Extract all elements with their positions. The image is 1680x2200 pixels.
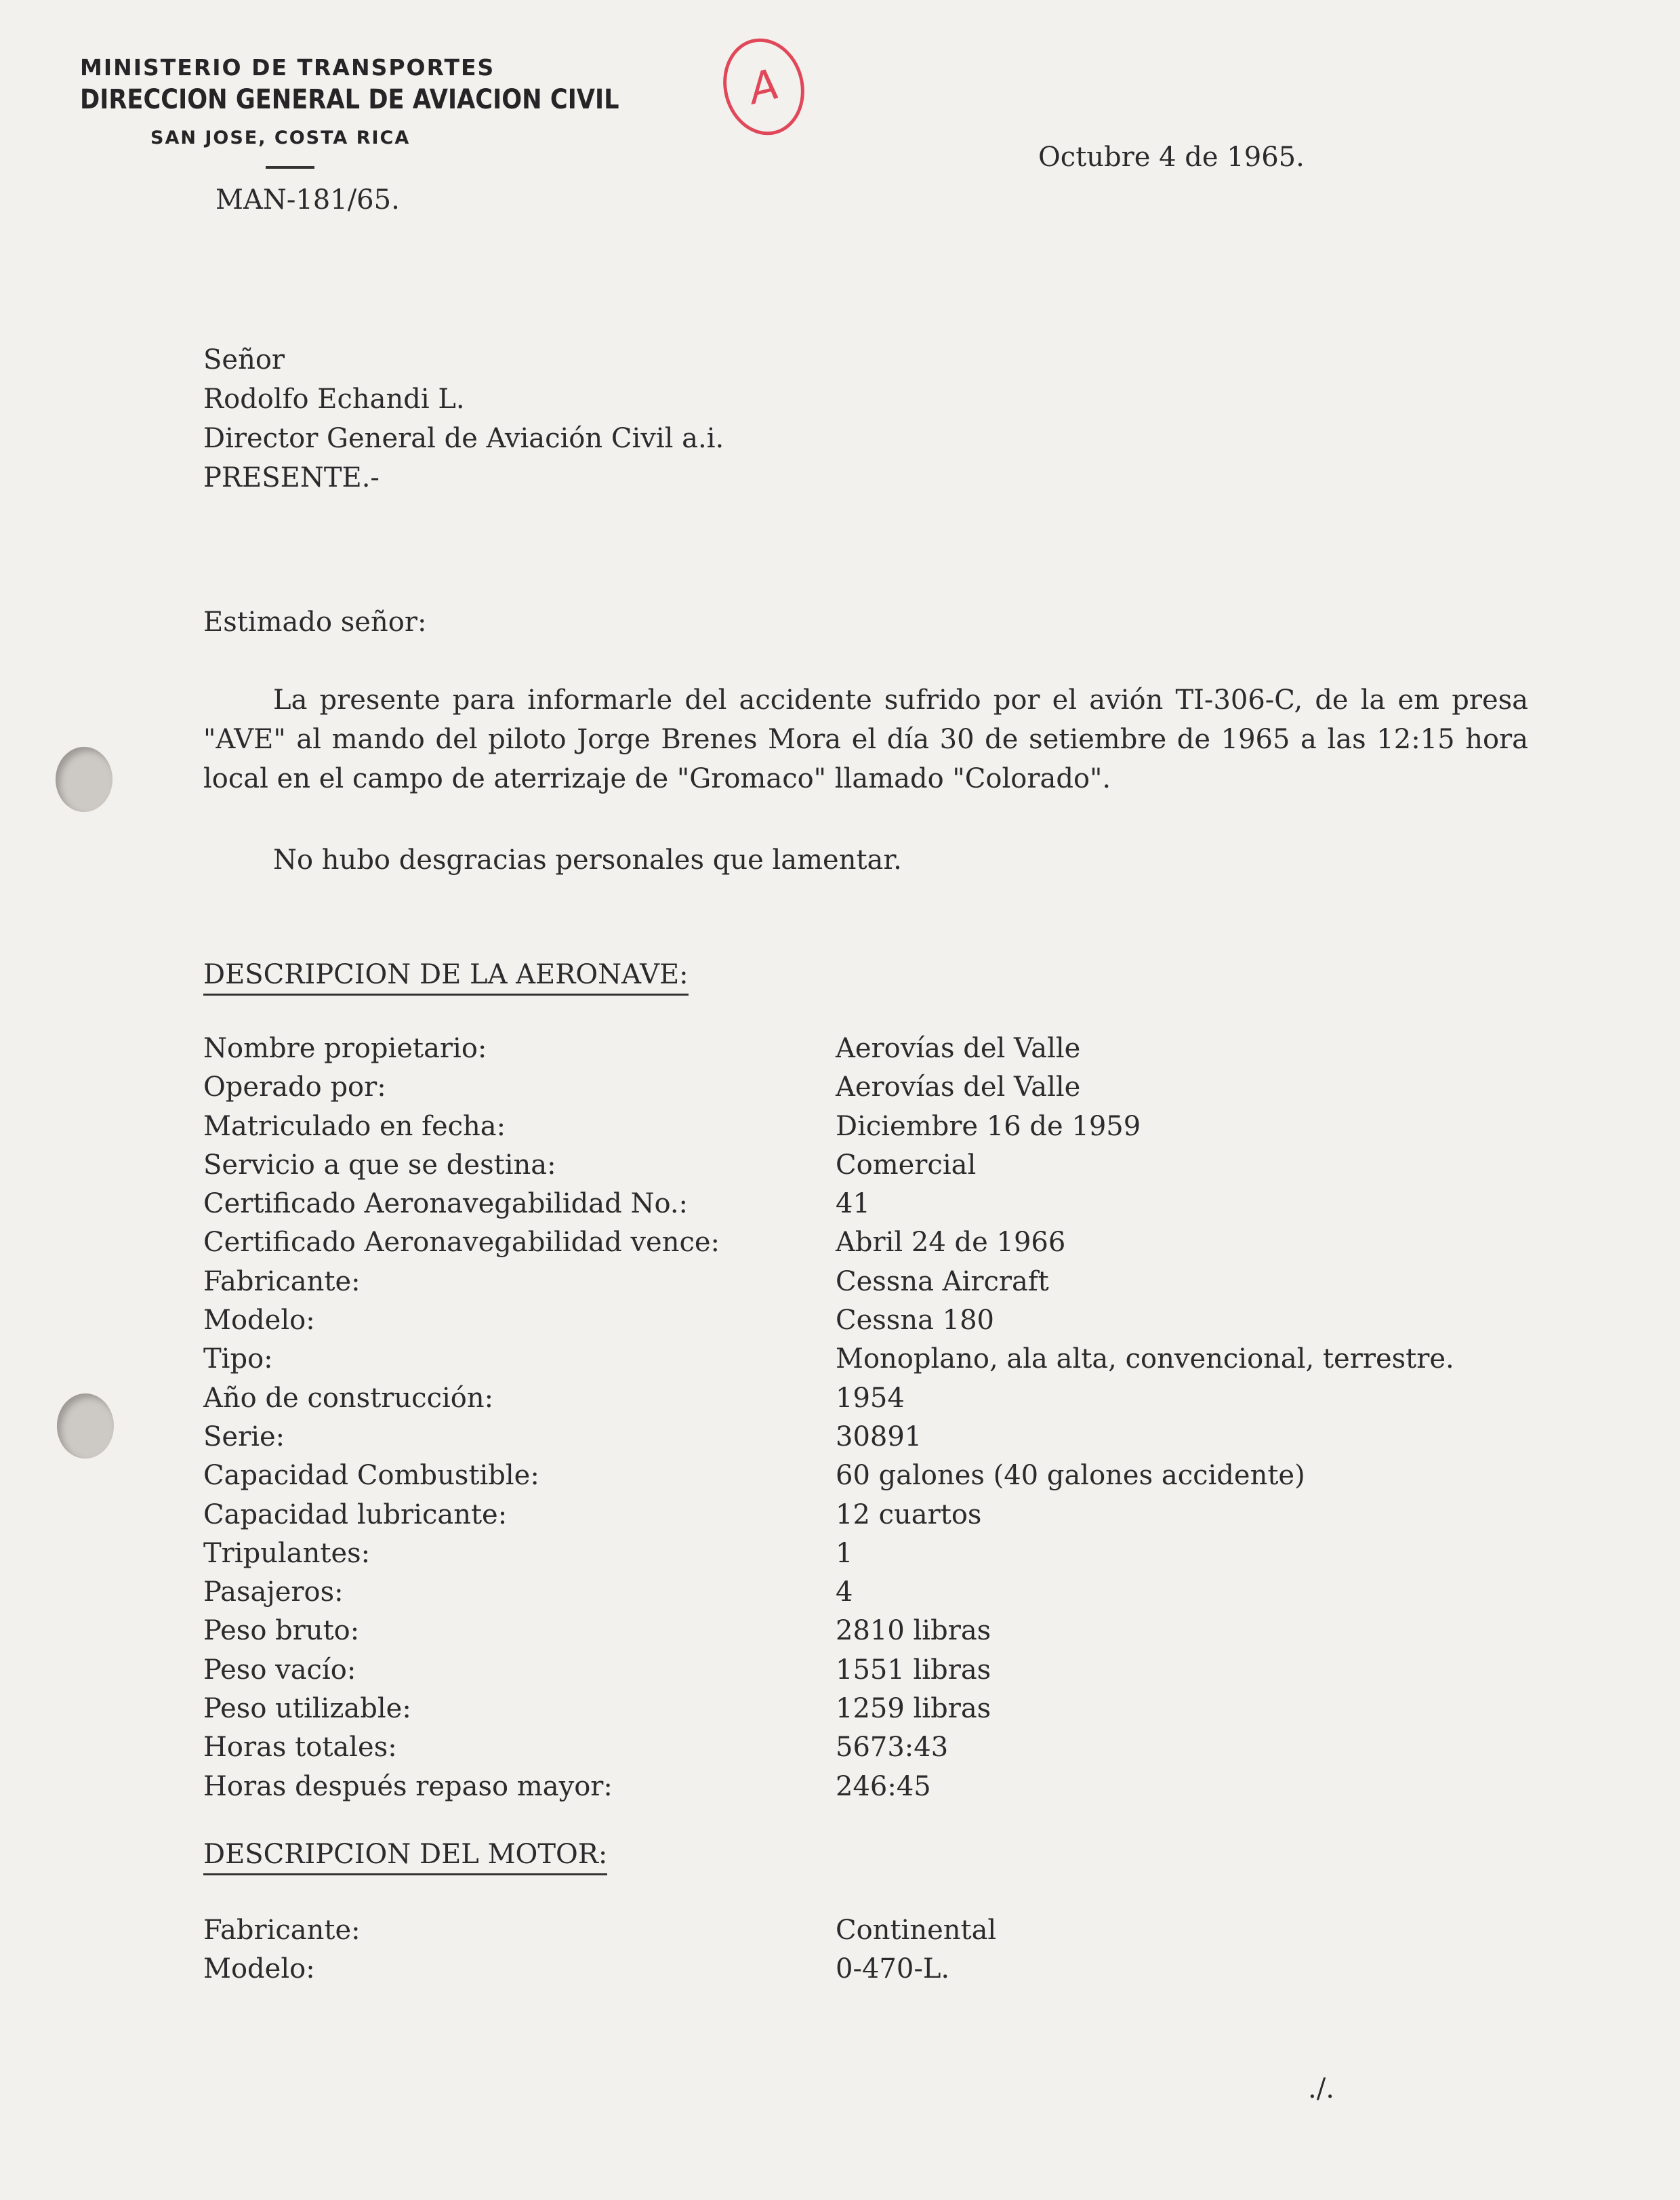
- detail-value: 2810 libras: [836, 1615, 991, 1647]
- detail-row: [203, 1732, 1559, 1770]
- detail-label: Tripulantes:: [203, 1537, 371, 1569]
- aircraft-details-list: [203, 1033, 1559, 1810]
- detail-label: Pasajeros:: [203, 1576, 344, 1608]
- detail-value: 1954: [836, 1382, 905, 1414]
- detail-row: [203, 1033, 1559, 1072]
- recipient-name: Rodolfo Echandi L.: [203, 384, 465, 415]
- detail-value: Diciembre 16 de 1959: [836, 1110, 1141, 1142]
- recipient-presente: PRESENTE.-: [203, 462, 380, 493]
- detail-value: 12 cuartos: [836, 1499, 982, 1530]
- detail-row: [203, 1499, 1559, 1538]
- detail-row: [203, 1654, 1559, 1693]
- detail-row: [203, 1383, 1559, 1421]
- red-circled-mark-letter: A: [743, 58, 784, 115]
- detail-row: [203, 1538, 1559, 1576]
- greeting: Estimado señor:: [203, 607, 427, 638]
- detail-row: [203, 1771, 1559, 1810]
- detail-value: 0-470-L.: [836, 1953, 950, 1985]
- continuation-mark: ./.: [1308, 2073, 1334, 2104]
- body-paragraph-no-casualties: No hubo desgracias personales que lamentar.: [273, 844, 902, 876]
- punch-hole: [56, 747, 112, 812]
- detail-label: Capacidad lubricante:: [203, 1499, 508, 1530]
- detail-row: [203, 1421, 1559, 1460]
- detail-value: 1: [836, 1537, 853, 1569]
- detail-value: 1551 libras: [836, 1654, 991, 1686]
- detail-label: Nombre propietario:: [203, 1033, 487, 1064]
- detail-row: [203, 1460, 1559, 1499]
- body-paragraph-accident: La presente para informarle del accidente sufrido por el avión TI-306-C, de la em presa "AVE" al mando del piloto Jorge Brenes Mora el día 30 de setiembre de 1965 a las 12:15 hora local en el campo de aterrizaje de "Gromaco" llamado "Colorado".: [203, 685, 1528, 794]
- detail-value: Aerovías del Valle: [836, 1033, 1081, 1064]
- detail-row: [203, 1615, 1559, 1654]
- detail-label: Operado por:: [203, 1072, 386, 1103]
- detail-value: Aerovías del Valle: [836, 1072, 1081, 1103]
- detail-row: [203, 1227, 1559, 1265]
- detail-row: [203, 1149, 1559, 1188]
- detail-row: [203, 1576, 1559, 1615]
- detail-row: [203, 1915, 1559, 1953]
- detail-value: Cessna 180: [836, 1305, 995, 1337]
- detail-value: 246:45: [836, 1770, 931, 1802]
- engine-section-heading: DESCRIPCION DEL MOTOR:: [203, 1841, 607, 1875]
- detail-label: Peso bruto:: [203, 1615, 360, 1647]
- detail-value: 1259 libras: [836, 1693, 991, 1725]
- detail-label: Certificado Aeronavegabilidad No.:: [203, 1188, 689, 1220]
- red-circled-mark: [713, 30, 814, 144]
- detail-label: Modelo:: [203, 1305, 315, 1337]
- reference-number: MAN-181/65.: [216, 184, 400, 216]
- letterhead-ministry: MINISTERIO DE TRANSPORTES: [80, 54, 495, 81]
- recipient-title: Señor: [203, 344, 285, 375]
- detail-value: Comercial: [836, 1149, 977, 1181]
- detail-row: [203, 1188, 1559, 1227]
- detail-value: Monoplano, ala alta, convencional, terrestre.: [836, 1343, 1454, 1375]
- detail-label: Fabricante:: [203, 1915, 361, 1946]
- detail-label: Peso vacío:: [203, 1654, 356, 1686]
- detail-label: Serie:: [203, 1421, 285, 1452]
- detail-label: Horas totales:: [203, 1732, 397, 1764]
- punch-hole: [57, 1393, 114, 1459]
- detail-value: Abril 24 de 1966: [836, 1227, 1066, 1259]
- detail-label: Modelo:: [203, 1953, 315, 1985]
- detail-label: Matriculado en fecha:: [203, 1110, 506, 1142]
- detail-row: [203, 1343, 1559, 1382]
- detail-value: 5673:43: [836, 1732, 949, 1764]
- detail-row: [203, 1693, 1559, 1732]
- detail-row: [203, 1266, 1559, 1305]
- detail-row: [203, 1072, 1559, 1110]
- detail-label: Servicio a que se destina:: [203, 1149, 556, 1181]
- detail-row: [203, 1953, 1559, 1992]
- letterhead-location: SAN JOSE, COSTA RICA: [150, 127, 411, 148]
- detail-label: Peso utilizable:: [203, 1693, 411, 1725]
- detail-label: Certificado Aeronavegabilidad vence:: [203, 1227, 720, 1259]
- letterhead-direction: DIRECCION GENERAL DE AVIACION CIVIL: [80, 84, 619, 115]
- engine-details-list: [203, 1915, 1559, 1993]
- detail-value: 4: [836, 1576, 853, 1608]
- detail-label: Fabricante:: [203, 1265, 361, 1297]
- detail-label: Año de construcción:: [203, 1382, 494, 1414]
- letter-date: Octubre 4 de 1965.: [1038, 142, 1305, 173]
- recipient-block: [203, 340, 724, 497]
- detail-label: Horas después repaso mayor:: [203, 1770, 613, 1802]
- detail-value: 41: [836, 1188, 870, 1220]
- detail-label: Tipo:: [203, 1343, 273, 1375]
- detail-row: [203, 1111, 1559, 1149]
- detail-value: 60 galones (40 galones accidente): [836, 1460, 1305, 1492]
- detail-row: [203, 1305, 1559, 1343]
- detail-value: Continental: [836, 1915, 997, 1946]
- aircraft-section-heading: DESCRIPCION DE LA AERONAVE:: [203, 961, 689, 996]
- recipient-position: Director General de Aviación Civil a.i.: [203, 423, 724, 454]
- detail-value: 30891: [836, 1421, 922, 1452]
- letterhead-rule: [266, 166, 314, 169]
- detail-label: Capacidad Combustible:: [203, 1460, 539, 1492]
- detail-value: Cessna Aircraft: [836, 1265, 1049, 1297]
